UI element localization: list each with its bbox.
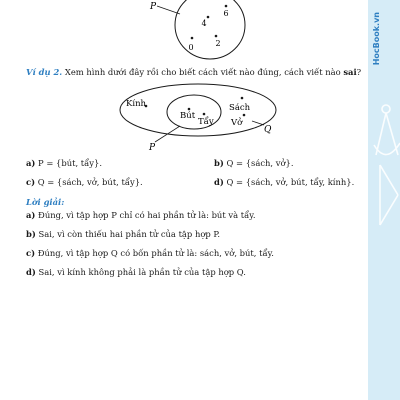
compass-icon [372, 95, 400, 245]
set-p-element: 4 [201, 19, 207, 28]
solution-line-a: a) Đúng, vì tập hợp P chỉ có hai phần tử là: bút và tẩy. [26, 210, 256, 220]
solution-heading: Lời giải: [26, 197, 65, 207]
option-b: b) Q = {sách, vở}. [214, 158, 294, 168]
set-p-element: 0 [188, 43, 194, 52]
set-q-label: Q [264, 125, 272, 135]
brand-text: HocBook.vn [372, 12, 381, 66]
venn-element-tay: Tẩy [198, 117, 214, 127]
solution-line-d: d) Sai, vì kính không phải là phần tử của tập hợp Q. [26, 267, 246, 277]
venn-element-sach: Sách [229, 103, 251, 113]
example-label: Ví dụ 2. [26, 67, 63, 77]
solution-line-b: b) Sai, vì còn thiếu hai phần tử của tập hợp P. [26, 229, 221, 239]
venn-element-kinh: Kính [126, 99, 147, 109]
example-text-end: ? [356, 67, 362, 77]
set-p-inner-pointer [155, 126, 180, 142]
example-text: Xem hình dưới đây rồi cho biết cách viết nào đúng, cách viết nào [62, 67, 344, 77]
example-bold-word: sai [343, 67, 357, 77]
brand-logo [372, 12, 388, 108]
venn-element-but: Bút [180, 111, 196, 121]
example-title [26, 67, 366, 78]
set-p-element: 6 [223, 9, 229, 18]
option-a: a) P = {bút, tẩy}. [26, 158, 103, 168]
set-p-pointer [157, 6, 180, 14]
set-p-diagram [140, 0, 260, 62]
set-p-inner-label: P [149, 143, 156, 153]
set-q-ellipse [120, 84, 276, 136]
option-c: c) Q = {sách, vở, bút, tẩy}. [26, 177, 143, 187]
set-p-ellipse [175, 0, 245, 59]
venn-element-vo: Vở [231, 118, 243, 128]
set-p-element: 2 [215, 39, 221, 48]
set-q-pointer [252, 121, 264, 125]
venn-diagram [118, 82, 288, 154]
set-p-label: P [150, 2, 157, 12]
option-d: d) Q = {sách, vở, bút, tẩy, kính}. [214, 177, 355, 187]
solution-line-c: c) Đúng, vì tập hợp Q có bốn phần tử là: sách, vở, bút, tẩy. [26, 248, 274, 258]
